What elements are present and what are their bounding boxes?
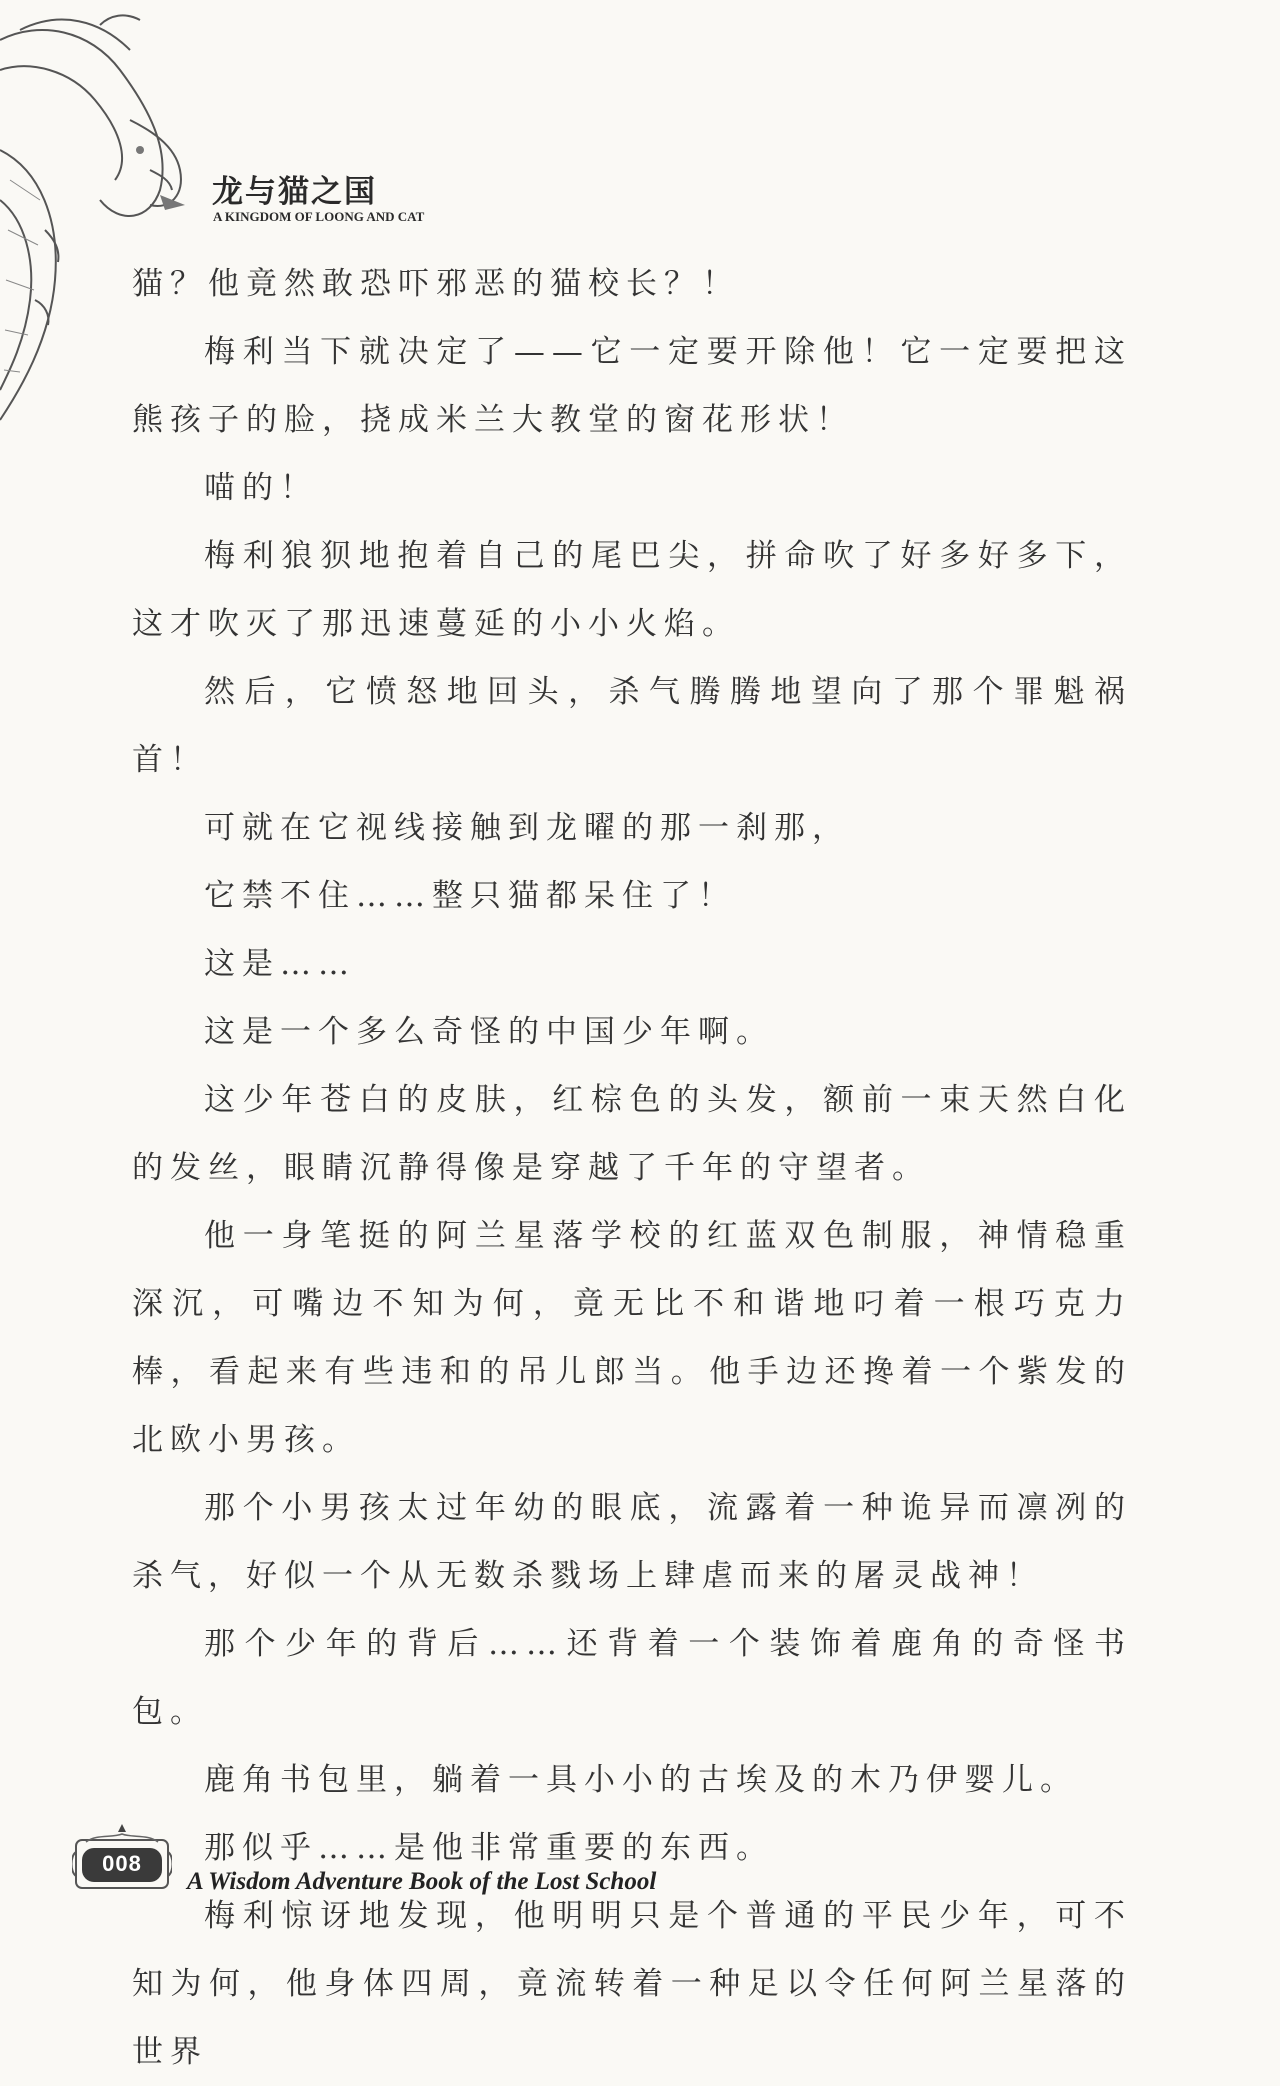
paragraph: 这是…… — [204, 946, 356, 982]
page-number: 008 — [102, 1851, 142, 1876]
paragraph: 那个少年的背后……还背着一个装饰着鹿角的奇怪书包。 — [132, 1626, 1132, 1730]
paragraph: 然后，它愤怒地回头，杀气腾腾地望向了那个罪魁祸首！ — [132, 674, 1132, 778]
paragraph: 那似乎……是他非常重要的东西。 — [204, 1830, 774, 1866]
book-series-subtitle: A KINGDOM OF LOONG AND CAT — [213, 209, 425, 224]
paragraph: 梅利狼狈地抱着自己的尾巴尖，拼命吹了好多好多下，这才吹灭了那迅速蔓延的小小火焰。 — [132, 538, 1132, 642]
paragraph: 这少年苍白的皮肤，红棕色的头发，额前一束天然白化的发丝，眼睛沉静得像是穿越了千年的守望者。 — [132, 1082, 1132, 1186]
body-text — [132, 250, 1132, 2086]
paragraph: 猫？他竟然敢恐吓邪恶的猫校长？！ — [132, 266, 740, 302]
paragraph: 它禁不住……整只猫都呆住了！ — [204, 878, 736, 914]
paragraph: 这是一个多么奇怪的中国少年啊。 — [204, 1014, 774, 1050]
paragraph: 他一身笔挺的阿兰星落学校的红蓝双色制服，神情稳重深沉，可嘴边不知为何，竟无比不和谐地叼着一根巧克力棒，看起来有些违和的吊儿郎当。他手边还搀着一个紫发的北欧小男孩。 — [132, 1218, 1132, 1458]
book-series-title: 龙与猫之国 — [212, 174, 377, 210]
paragraph: 鹿角书包里，躺着一具小小的古埃及的木乃伊婴儿。 — [204, 1762, 1078, 1798]
paragraph: 可就在它视线接触到龙曜的那一刹那， — [204, 810, 850, 846]
paragraph: 梅利惊讶地发现，他明明只是个普通的平民少年，可不知为何，他身体四周，竟流转着一种足以令任何阿兰星落的世界 — [132, 1898, 1132, 2070]
paragraph: 喵的！ — [204, 470, 318, 506]
paragraph: 那个小男孩太过年幼的眼底，流露着一种诡异而凛冽的杀气，好似一个从无数杀戮场上肆虐而来的屠灵战神！ — [132, 1490, 1132, 1594]
paragraph: 梅利当下就决定了——它一定要开除他！它一定要把这熊孩子的脸，挠成米兰大教堂的窗花形状！ — [132, 334, 1132, 438]
footer-book-title: A Wisdom Adventure Book of the Lost School — [187, 1868, 657, 1895]
